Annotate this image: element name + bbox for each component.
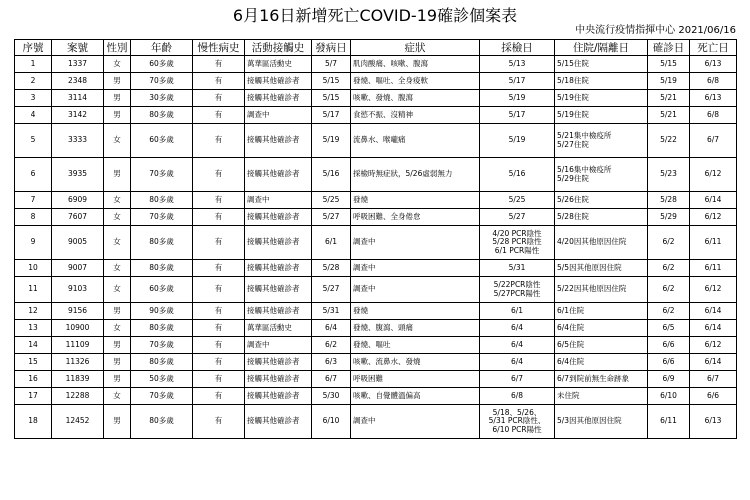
serial-cell: 12 — [15, 303, 52, 320]
cell-line: 6/4 — [510, 356, 524, 366]
cell-line: 6/4住院 — [557, 322, 585, 332]
cell-line: 5/21集中檢疫所 — [557, 130, 612, 140]
cell-line: 5/27PCR陽性 — [493, 288, 541, 298]
death-date-cell: 6/13 — [690, 56, 737, 73]
chronic-history-cell: 有 — [193, 354, 245, 371]
serial-cell: 13 — [15, 320, 52, 337]
death-date-cell: 6/14 — [690, 192, 737, 209]
serial-cell: 8 — [15, 209, 52, 226]
serial-cell: 7 — [15, 192, 52, 209]
test-date-cell — [480, 73, 555, 90]
hospitalization-cell — [555, 388, 648, 405]
confirm-date-cell: 6/2 — [648, 260, 690, 277]
onset-date-cell: 6/1 — [312, 226, 351, 260]
confirm-date-cell: 6/6 — [648, 354, 690, 371]
table-row — [15, 56, 737, 73]
header-cell: 序號 — [15, 40, 52, 56]
cell-line: 5/22PCR陰性 — [493, 279, 541, 289]
onset-date-cell: 5/27 — [312, 277, 351, 303]
header-cell: 慢性病史 — [193, 40, 245, 56]
confirm-date-cell: 6/2 — [648, 226, 690, 260]
symptoms-cell: 發燒 — [351, 192, 480, 209]
chronic-history-cell: 有 — [193, 277, 245, 303]
symptoms-cell: 調查中 — [351, 260, 480, 277]
cell-line: 6/8 — [510, 390, 524, 400]
death-date-cell: 6/8 — [690, 107, 737, 124]
cell-line: 5/19 — [508, 92, 526, 102]
symptoms-cell: 咳嗽、發燒、腹瀉 — [351, 90, 480, 107]
symptoms-cell: 咳嗽、自覺體溫偏高 — [351, 388, 480, 405]
cell-line: 6/4 — [510, 339, 524, 349]
death-date-cell: 6/7 — [690, 124, 737, 158]
cell-line: 5/18、5/26、 — [492, 407, 542, 417]
age-cell: 70多歲 — [131, 158, 193, 192]
case-id-cell: 11839 — [52, 371, 104, 388]
header-cell: 性別 — [104, 40, 131, 56]
symptoms-cell: 呼吸困難、全身倦怠 — [351, 209, 480, 226]
age-cell: 70多歲 — [131, 388, 193, 405]
age-cell: 80多歲 — [131, 320, 193, 337]
cell-line: 5/22因其他原因住院 — [557, 284, 627, 294]
confirm-date-cell: 5/21 — [648, 107, 690, 124]
onset-date-cell: 6/10 — [312, 405, 351, 439]
source-note: 中央流行疫情指揮中心 2021/06/16 — [575, 25, 736, 36]
symptoms-cell: 調查中 — [351, 277, 480, 303]
header-cell: 死亡日 — [690, 40, 737, 56]
case-id-cell: 3114 — [52, 90, 104, 107]
header-cell: 確診日 — [648, 40, 690, 56]
serial-cell: 3 — [15, 90, 52, 107]
sex-cell: 女 — [104, 124, 131, 158]
contact-history-cell: 接觸其他確診者 — [245, 209, 312, 226]
onset-date-cell: 5/27 — [312, 209, 351, 226]
cell-line: 5/19住院 — [557, 92, 589, 102]
symptoms-cell: 發燒、腹瀉、頭痛 — [351, 320, 480, 337]
contact-history-cell: 接觸其他確診者 — [245, 226, 312, 260]
cell-line: 5/19住院 — [557, 109, 589, 119]
test-date-cell — [480, 209, 555, 226]
case-id-cell: 7607 — [52, 209, 104, 226]
onset-date-cell: 5/15 — [312, 73, 351, 90]
serial-cell: 17 — [15, 388, 52, 405]
case-id-cell: 3333 — [52, 124, 104, 158]
age-cell: 60多歲 — [131, 56, 193, 73]
contact-history-cell: 調查中 — [245, 337, 312, 354]
cell-line: 6/1住院 — [557, 305, 585, 315]
serial-cell: 9 — [15, 226, 52, 260]
cell-line: 6/7到院前無生命跡象 — [557, 373, 630, 383]
age-cell: 80多歲 — [131, 192, 193, 209]
case-id-cell: 3142 — [52, 107, 104, 124]
chronic-history-cell: 有 — [193, 226, 245, 260]
header-cell: 案號 — [52, 40, 104, 56]
sex-cell: 男 — [104, 354, 131, 371]
header-cell: 活動接觸史 — [245, 40, 312, 56]
hospitalization-cell — [555, 354, 648, 371]
page-title: 6月16日新增死亡COVID-19確診個案表 — [232, 6, 518, 25]
onset-date-cell: 5/25 — [312, 192, 351, 209]
header-cell: 症狀 — [351, 40, 480, 56]
age-cell: 70多歲 — [131, 337, 193, 354]
sex-cell: 男 — [104, 107, 131, 124]
onset-date-cell: 5/30 — [312, 388, 351, 405]
table-row — [15, 226, 737, 260]
hospitalization-cell — [555, 56, 648, 73]
contact-history-cell: 接觸其他確診者 — [245, 405, 312, 439]
confirm-date-cell: 6/10 — [648, 388, 690, 405]
hospitalization-cell — [555, 320, 648, 337]
cell-line: 5/27 — [508, 211, 526, 221]
confirm-date-cell: 6/2 — [648, 277, 690, 303]
cell-line: 4/20因其他原因住院 — [557, 237, 627, 247]
symptoms-cell: 流鼻水、喉嚨痛 — [351, 124, 480, 158]
symptoms-cell: 發燒 — [351, 303, 480, 320]
sex-cell: 男 — [104, 90, 131, 107]
case-id-cell: 6909 — [52, 192, 104, 209]
hospitalization-cell — [555, 226, 648, 260]
age-cell: 80多歲 — [131, 107, 193, 124]
table-row — [15, 303, 737, 320]
cell-line: 5/28 PCR陰性 — [492, 237, 542, 247]
age-cell: 90多歲 — [131, 303, 193, 320]
cell-line: 5/28住院 — [557, 211, 589, 221]
onset-date-cell: 5/15 — [312, 90, 351, 107]
test-date-cell — [480, 56, 555, 73]
cell-line: 5/13 — [508, 58, 526, 68]
cell-line: 6/4住院 — [557, 356, 585, 366]
cell-line: 6/1 — [510, 305, 524, 315]
sex-cell: 男 — [104, 158, 131, 192]
serial-cell: 4 — [15, 107, 52, 124]
death-date-cell: 6/13 — [690, 90, 737, 107]
confirm-date-cell: 5/22 — [648, 124, 690, 158]
death-date-cell: 6/12 — [690, 158, 737, 192]
table-row — [15, 107, 737, 124]
cell-line: 5/19 — [508, 135, 526, 145]
confirm-date-cell: 5/29 — [648, 209, 690, 226]
case-id-cell: 9156 — [52, 303, 104, 320]
contact-history-cell: 接觸其他確診者 — [245, 303, 312, 320]
cell-line: 5/25 — [508, 194, 526, 204]
contact-history-cell: 接觸其他確診者 — [245, 158, 312, 192]
contact-history-cell: 接觸其他確診者 — [245, 388, 312, 405]
age-cell: 80多歲 — [131, 226, 193, 260]
confirm-date-cell: 6/5 — [648, 320, 690, 337]
case-id-cell: 9005 — [52, 226, 104, 260]
test-date-cell — [480, 303, 555, 320]
onset-date-cell: 5/17 — [312, 107, 351, 124]
onset-date-cell: 6/3 — [312, 354, 351, 371]
chronic-history-cell: 有 — [193, 303, 245, 320]
confirm-date-cell: 5/15 — [648, 56, 690, 73]
hospitalization-cell — [555, 277, 648, 303]
cell-line: 5/17 — [508, 109, 526, 119]
serial-cell: 18 — [15, 405, 52, 439]
hospitalization-cell — [555, 337, 648, 354]
death-date-cell: 6/12 — [690, 277, 737, 303]
header-cell: 採檢日 — [480, 40, 555, 56]
death-date-cell: 6/11 — [690, 226, 737, 260]
table-row — [15, 337, 737, 354]
chronic-history-cell: 有 — [193, 73, 245, 90]
sex-cell: 女 — [104, 320, 131, 337]
symptoms-cell: 咳嗽、流鼻水、發燒 — [351, 354, 480, 371]
serial-cell: 5 — [15, 124, 52, 158]
serial-cell: 11 — [15, 277, 52, 303]
contact-history-cell: 接觸其他確診者 — [245, 354, 312, 371]
sex-cell: 女 — [104, 260, 131, 277]
age-cell: 70多歲 — [131, 73, 193, 90]
death-date-cell: 6/11 — [690, 260, 737, 277]
chronic-history-cell: 有 — [193, 371, 245, 388]
test-date-cell — [480, 107, 555, 124]
test-date-cell — [480, 124, 555, 158]
table-row — [15, 158, 737, 192]
test-date-cell — [480, 371, 555, 388]
test-date-cell — [480, 388, 555, 405]
test-date-cell — [480, 277, 555, 303]
case-id-cell: 10900 — [52, 320, 104, 337]
cell-line: 5/27住院 — [557, 139, 589, 149]
chronic-history-cell: 有 — [193, 107, 245, 124]
symptoms-cell: 調查中 — [351, 405, 480, 439]
sex-cell: 女 — [104, 192, 131, 209]
sex-cell: 女 — [104, 277, 131, 303]
cell-line: 5/15住院 — [557, 58, 589, 68]
death-date-cell: 6/6 — [690, 388, 737, 405]
age-cell: 60多歲 — [131, 277, 193, 303]
chronic-history-cell: 有 — [193, 90, 245, 107]
test-date-cell — [480, 158, 555, 192]
age-cell: 80多歲 — [131, 354, 193, 371]
chronic-history-cell: 有 — [193, 388, 245, 405]
confirm-date-cell: 6/6 — [648, 337, 690, 354]
symptoms-cell: 肌肉酸痛、咳嗽、腹瀉 — [351, 56, 480, 73]
chronic-history-cell: 有 — [193, 260, 245, 277]
table-body — [15, 56, 737, 439]
contact-history-cell: 接觸其他確診者 — [245, 260, 312, 277]
test-date-cell — [480, 354, 555, 371]
age-cell: 80多歲 — [131, 405, 193, 439]
table-row — [15, 73, 737, 90]
onset-date-cell: 5/19 — [312, 124, 351, 158]
onset-date-cell: 5/31 — [312, 303, 351, 320]
table-row — [15, 277, 737, 303]
cell-line: 5/26住院 — [557, 194, 589, 204]
hospitalization-cell — [555, 73, 648, 90]
serial-cell: 2 — [15, 73, 52, 90]
sex-cell: 女 — [104, 209, 131, 226]
table-row — [15, 124, 737, 158]
contact-history-cell: 調查中 — [245, 192, 312, 209]
contact-history-cell: 接觸其他確診者 — [245, 124, 312, 158]
cell-line: 5/16 — [508, 169, 526, 179]
cell-line: 6/1 PCR陽性 — [494, 245, 540, 255]
hospitalization-cell — [555, 371, 648, 388]
age-cell: 70多歲 — [131, 209, 193, 226]
contact-history-cell: 接觸其他確診者 — [245, 371, 312, 388]
case-id-cell: 3935 — [52, 158, 104, 192]
case-id-cell: 12452 — [52, 405, 104, 439]
hospitalization-cell — [555, 90, 648, 107]
death-date-cell: 6/14 — [690, 354, 737, 371]
sex-cell: 女 — [104, 56, 131, 73]
death-date-cell: 6/8 — [690, 73, 737, 90]
header-cell: 年齡 — [131, 40, 193, 56]
age-cell: 60多歲 — [131, 124, 193, 158]
symptoms-cell: 調查中 — [351, 226, 480, 260]
case-id-cell: 11109 — [52, 337, 104, 354]
death-cases-table — [14, 39, 737, 439]
serial-cell: 6 — [15, 158, 52, 192]
cell-line: 5/17 — [508, 75, 526, 85]
chronic-history-cell: 有 — [193, 405, 245, 439]
cell-line: 5/31 PCR陰性、 — [488, 416, 546, 426]
onset-date-cell: 6/4 — [312, 320, 351, 337]
chronic-history-cell: 有 — [193, 56, 245, 73]
confirm-date-cell: 5/23 — [648, 158, 690, 192]
death-date-cell: 6/12 — [690, 337, 737, 354]
case-id-cell: 9103 — [52, 277, 104, 303]
onset-date-cell: 5/7 — [312, 56, 351, 73]
hospitalization-cell — [555, 107, 648, 124]
onset-date-cell: 6/7 — [312, 371, 351, 388]
hospitalization-cell — [555, 303, 648, 320]
cell-line: 5/5因其他原因住院 — [557, 262, 622, 272]
confirm-date-cell: 6/9 — [648, 371, 690, 388]
case-id-cell: 9007 — [52, 260, 104, 277]
chronic-history-cell: 有 — [193, 209, 245, 226]
cell-line: 未住院 — [557, 390, 580, 400]
header-cell: 住院/隔離日 — [555, 40, 648, 56]
table-row — [15, 90, 737, 107]
symptoms-cell: 發燒、嘔吐、全身痠軟 — [351, 73, 480, 90]
header-row — [15, 40, 737, 56]
table-row — [15, 405, 737, 439]
death-date-cell: 6/14 — [690, 303, 737, 320]
sex-cell: 女 — [104, 388, 131, 405]
cell-line: 5/3因其他原因住院 — [557, 416, 622, 426]
table-row — [15, 260, 737, 277]
symptoms-cell: 食慾不振、沒精神 — [351, 107, 480, 124]
death-date-cell: 6/7 — [690, 371, 737, 388]
confirm-date-cell: 5/28 — [648, 192, 690, 209]
symptoms-cell: 採檢時無症狀，5/26虛弱無力 — [351, 158, 480, 192]
cell-line: 6/10 PCR陽性 — [492, 424, 542, 434]
serial-cell: 15 — [15, 354, 52, 371]
confirm-date-cell: 6/2 — [648, 303, 690, 320]
hospitalization-cell — [555, 192, 648, 209]
sex-cell: 男 — [104, 371, 131, 388]
hospitalization-cell — [555, 209, 648, 226]
contact-history-cell: 接觸其他確診者 — [245, 90, 312, 107]
test-date-cell — [480, 260, 555, 277]
confirm-date-cell: 6/11 — [648, 405, 690, 439]
test-date-cell — [480, 320, 555, 337]
table-row — [15, 388, 737, 405]
cell-line: 6/5住院 — [557, 339, 585, 349]
sex-cell: 男 — [104, 405, 131, 439]
test-date-cell — [480, 192, 555, 209]
age-cell: 30多歲 — [131, 90, 193, 107]
case-id-cell: 2348 — [52, 73, 104, 90]
contact-history-cell: 接觸其他確診者 — [245, 277, 312, 303]
case-id-cell: 11326 — [52, 354, 104, 371]
case-id-cell: 1337 — [52, 56, 104, 73]
test-date-cell — [480, 90, 555, 107]
cell-line: 5/31 — [508, 262, 526, 272]
contact-history-cell: 萬華區活動史 — [245, 56, 312, 73]
sex-cell: 男 — [104, 303, 131, 320]
contact-history-cell: 萬華區活動史 — [245, 320, 312, 337]
confirm-date-cell: 5/21 — [648, 90, 690, 107]
chronic-history-cell: 有 — [193, 124, 245, 158]
case-id-cell: 12288 — [52, 388, 104, 405]
serial-cell: 14 — [15, 337, 52, 354]
confirm-date-cell: 5/19 — [648, 73, 690, 90]
cell-line: 6/7 — [510, 373, 524, 383]
table-row — [15, 192, 737, 209]
header-cell: 發病日 — [312, 40, 351, 56]
symptoms-cell: 發燒、嘔吐 — [351, 337, 480, 354]
hospitalization-cell — [555, 405, 648, 439]
contact-history-cell: 調查中 — [245, 107, 312, 124]
sex-cell: 女 — [104, 226, 131, 260]
serial-cell: 10 — [15, 260, 52, 277]
death-date-cell: 6/12 — [690, 209, 737, 226]
symptoms-cell: 呼吸困難 — [351, 371, 480, 388]
age-cell: 50多歲 — [131, 371, 193, 388]
cell-line: 5/29住院 — [557, 173, 589, 183]
hospitalization-cell — [555, 124, 648, 158]
chronic-history-cell: 有 — [193, 158, 245, 192]
serial-cell: 16 — [15, 371, 52, 388]
death-date-cell: 6/13 — [690, 405, 737, 439]
death-date-cell: 6/14 — [690, 320, 737, 337]
onset-date-cell: 5/28 — [312, 260, 351, 277]
chronic-history-cell: 有 — [193, 192, 245, 209]
hospitalization-cell — [555, 260, 648, 277]
cell-line: 5/18住院 — [557, 75, 589, 85]
test-date-cell — [480, 405, 555, 439]
age-cell: 80多歲 — [131, 260, 193, 277]
test-date-cell — [480, 226, 555, 260]
cell-line: 5/16集中檢疫所 — [557, 164, 612, 174]
table-row — [15, 320, 737, 337]
chronic-history-cell: 有 — [193, 320, 245, 337]
onset-date-cell: 6/2 — [312, 337, 351, 354]
table-row — [15, 371, 737, 388]
contact-history-cell: 接觸其他確診者 — [245, 73, 312, 90]
table-row — [15, 209, 737, 226]
serial-cell: 1 — [15, 56, 52, 73]
table-row — [15, 354, 737, 371]
test-date-cell — [480, 337, 555, 354]
chronic-history-cell: 有 — [193, 337, 245, 354]
sex-cell: 男 — [104, 337, 131, 354]
cell-line: 4/20 PCR陰性 — [492, 228, 542, 238]
cell-line: 6/4 — [510, 322, 524, 332]
hospitalization-cell — [555, 158, 648, 192]
onset-date-cell: 5/16 — [312, 158, 351, 192]
sex-cell: 男 — [104, 73, 131, 90]
